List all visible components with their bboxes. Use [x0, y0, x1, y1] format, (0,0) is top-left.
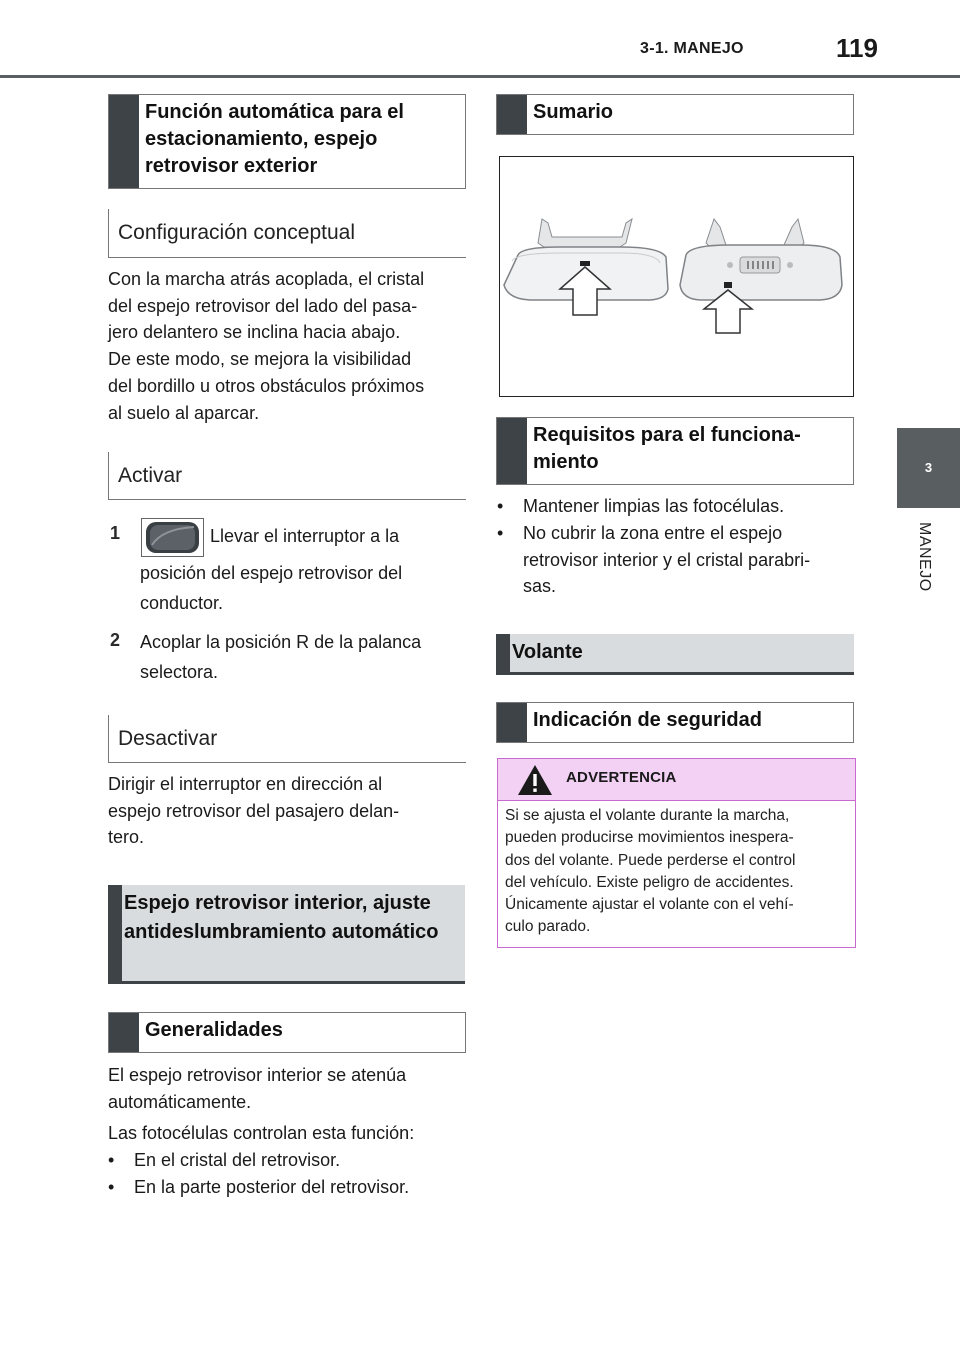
warning-title: ADVERTENCIA — [566, 769, 677, 786]
heading-func-auto — [108, 94, 466, 189]
subheading-config — [108, 209, 466, 258]
heading-indicacion — [496, 702, 854, 743]
list-item-text: En el cristal del retrovisor. — [134, 1150, 341, 1170]
list-item-text: Mantener limpias las fotocélulas. — [523, 496, 785, 516]
text-line: No cubrir la zona entre el espejo — [523, 523, 783, 543]
text-line: del espejo retrovisor del lado del pasa- — [108, 295, 418, 316]
heading-bar — [109, 95, 139, 188]
heading-bar — [497, 95, 527, 134]
text-line: Dirigir el interruptor en dirección al — [108, 774, 383, 794]
heading-requisitos — [496, 417, 854, 485]
config-paragraph — [108, 266, 468, 426]
text-line: del vehículo. Existe peligro de accidentes. — [505, 873, 794, 891]
list-item — [108, 1147, 468, 1174]
subheading-text: Configuración conceptual — [118, 221, 355, 244]
text-line: dos del volante. Puede perderse el control — [505, 851, 796, 869]
heading-text: Requisitos para el funciona- miento — [533, 424, 801, 473]
heading-volante — [496, 634, 854, 675]
list-item-text — [523, 520, 810, 600]
section-title: 3-1. MANEJO — [640, 40, 744, 57]
text-line: Únicamente ajustar el volante con el vehí- — [505, 896, 794, 914]
heading-bar — [497, 703, 527, 742]
heading-bar — [108, 885, 122, 981]
warning-box — [497, 758, 856, 948]
text-line: retrovisor interior y el cristal parabri- — [523, 549, 811, 570]
heading-bar — [497, 418, 527, 484]
mirror-illustration — [499, 156, 854, 397]
text-line: sas. — [523, 576, 557, 597]
step1-text-1: Llevar el interruptor a la — [210, 526, 400, 546]
heading-espejo-interior — [108, 885, 465, 984]
text-line: tero. — [108, 827, 145, 848]
chapter-number: 3 — [924, 460, 933, 475]
list-item — [497, 493, 857, 520]
page-number: 119 — [836, 33, 878, 63]
step-number: 1 — [110, 523, 121, 543]
warning-triangle-icon — [516, 763, 554, 797]
text-line: espejo retrovisor del pasajero delan- — [108, 800, 400, 821]
warning-text — [505, 805, 850, 939]
step1-text-2: posición del espejo retrovisor del — [140, 563, 403, 583]
text-line: De este modo, se mejora la visibilidad — [108, 349, 412, 370]
text-line: pueden producirse movimientos inespera- — [505, 829, 794, 847]
text-line: culo parado. — [505, 918, 591, 936]
bullet: • — [497, 496, 504, 516]
heading-bar — [109, 1013, 139, 1052]
heading-generalidades — [108, 1012, 466, 1053]
step-number: 2 — [110, 630, 121, 650]
heading-text: Espejo retrovisor interior, ajuste antideslumbramiento automático — [124, 892, 439, 943]
text-line: jero delantero se inclina hacia abajo. — [108, 322, 401, 343]
warning-header — [498, 759, 855, 801]
list-item — [497, 520, 857, 600]
text-line: Si se ajusta el volante durante la marcha, — [505, 807, 790, 824]
chapter-label: MANEJO — [916, 522, 933, 592]
heading-sumario — [496, 94, 854, 135]
generalidades-paragraph — [108, 1062, 468, 1115]
text-line: al suelo al aparcar. — [108, 402, 260, 423]
mirror-back-icon — [680, 219, 842, 333]
list-item-text: En la parte posterior del retrovisor. — [134, 1177, 410, 1197]
text-line: El espejo retrovisor interior se atenúa — [108, 1065, 407, 1085]
mirror-front-icon — [504, 219, 668, 315]
text-line: Con la marcha atrás acoplada, el cristal — [108, 269, 425, 289]
generalidades-paragraph-2: Las fotocélulas controlan esta función: — [108, 1123, 415, 1143]
heading-text: Volante — [512, 641, 583, 663]
subheading-text: Desactivar — [118, 727, 218, 750]
heading-text: Indicación de seguridad — [533, 709, 762, 731]
step1-text-3: conductor. — [140, 593, 224, 613]
header-rule — [0, 75, 960, 78]
bullet: • — [497, 523, 504, 543]
subheading-activar — [108, 452, 466, 500]
text-line: automáticamente. — [108, 1091, 252, 1112]
subheading-desactivar — [108, 715, 466, 763]
bullet: • — [108, 1177, 115, 1197]
text-line: del bordillo u otros obstáculos próximos — [108, 375, 425, 396]
heading-text: Sumario — [533, 101, 614, 123]
bullet: • — [108, 1150, 115, 1170]
subheading-text: Activar — [118, 464, 183, 487]
desactivar-paragraph — [108, 771, 468, 851]
heading-text: Función automática para el estacionamiento, espejo retrovisor exterior — [145, 101, 404, 177]
heading-bar — [496, 634, 510, 672]
mirror-switch-icon — [141, 518, 204, 557]
list-item — [108, 1174, 468, 1201]
heading-text: Generalidades — [145, 1019, 283, 1041]
step2-text-2: selectora. — [140, 662, 219, 682]
step2-text-1: Acoplar la posición R de la palanca — [140, 632, 422, 652]
